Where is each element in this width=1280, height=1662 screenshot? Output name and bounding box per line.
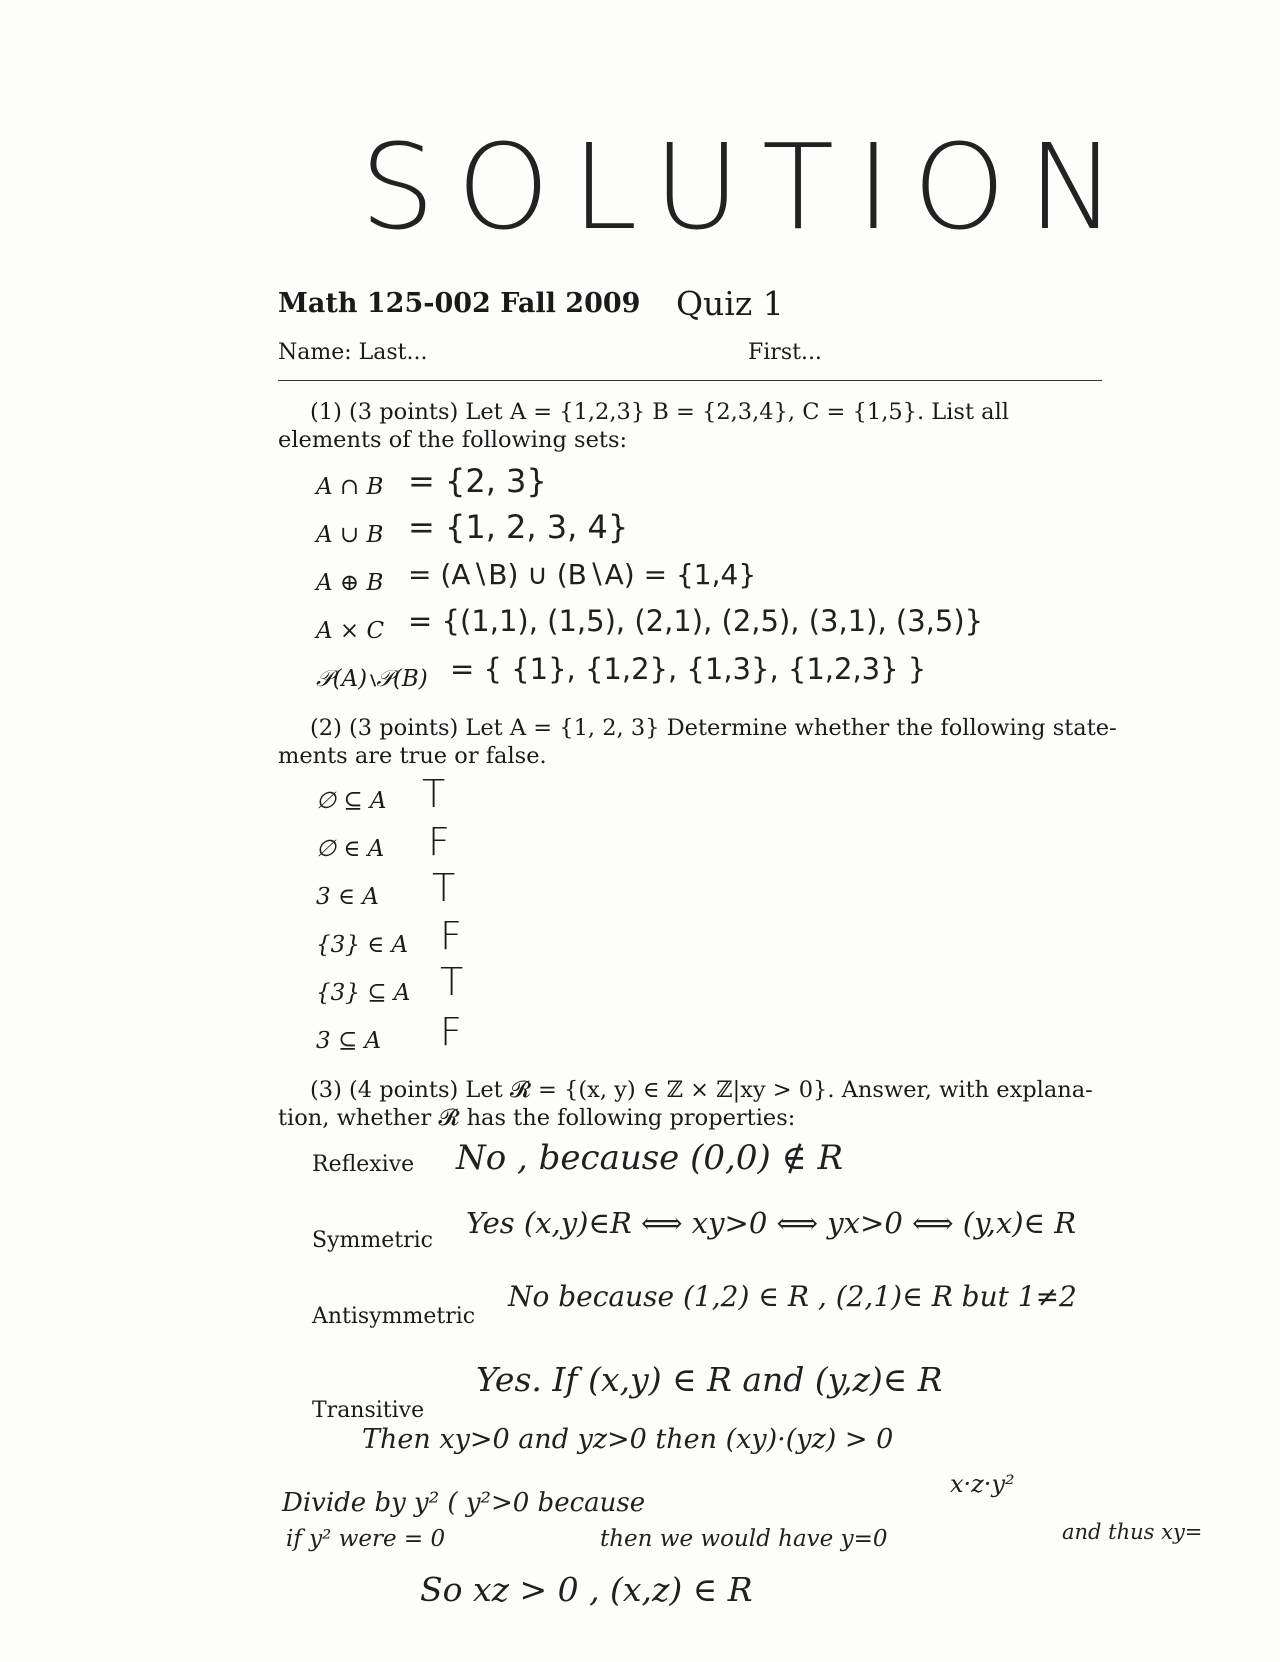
q3-symmetric-label: Symmetric bbox=[312, 1228, 433, 1253]
q1-label-powerset: 𝒫(A)∖𝒫(B) bbox=[316, 666, 428, 692]
solution-stamp: SOLUTION bbox=[360, 118, 1139, 256]
q2-prompt-line1: (2) (3 points) Let A = {1, 2, 3} Determine whether the following state- bbox=[310, 715, 1117, 741]
header-divider bbox=[278, 380, 1102, 381]
q3-transitive-line4c: and thus xy= bbox=[1062, 1520, 1203, 1544]
q2-label-1: ∅ ⊆ A bbox=[316, 788, 387, 814]
q2-answer-6: F bbox=[440, 1010, 462, 1054]
course-title: Math 125-002 Fall 2009 bbox=[278, 288, 641, 319]
q1-label-union: A ∪ B bbox=[316, 522, 384, 548]
q2-label-5: {3} ⊆ A bbox=[316, 980, 411, 1006]
q3-prompt-line2: tion, whether 𝓡 has the following properties: bbox=[278, 1105, 796, 1131]
q3-transitive-line4b: then we would have y=0 bbox=[600, 1526, 888, 1552]
q3-antisymmetric-answer: No because (1,2) ∈ R , (2,1)∈ R but 1≠2 bbox=[508, 1280, 1077, 1313]
q1-label-intersection: A ∩ B bbox=[316, 474, 384, 500]
name-first-label: First... bbox=[748, 340, 822, 365]
q3-transitive-note: x·z·y² bbox=[950, 1470, 1015, 1498]
quiz-title: Quiz 1 bbox=[676, 284, 784, 323]
q1-prompt-line2: elements of the following sets: bbox=[278, 427, 628, 453]
q3-transitive-line2: Then xy>0 and yz>0 then (xy)·(yz) > 0 bbox=[362, 1424, 894, 1455]
q3-transitive-line3: Divide by y² ( y²>0 because bbox=[282, 1488, 646, 1518]
q2-answer-5: T bbox=[440, 960, 464, 1004]
q3-transitive-label: Transitive bbox=[312, 1398, 425, 1423]
q3-reflexive-label: Reflexive bbox=[312, 1152, 415, 1177]
q2-label-2: ∅ ∈ A bbox=[316, 836, 385, 862]
name-last-label: Name: Last... bbox=[278, 340, 428, 365]
q2-label-6: 3 ⊆ A bbox=[316, 1028, 382, 1054]
q3-antisymmetric-label: Antisymmetric bbox=[312, 1304, 476, 1329]
q1-answer-symdiff: = (A∖B) ∪ (B∖A) = {1,4} bbox=[408, 558, 757, 591]
q1-label-symdiff: A ⊕ B bbox=[316, 570, 384, 596]
q2-label-3: 3 ∈ A bbox=[316, 884, 379, 910]
q3-prompt-line1: (3) (4 points) Let 𝓡 = {(x, y) ∈ ℤ × ℤ|xy > 0}. Answer, with explana- bbox=[310, 1077, 1093, 1103]
q1-answer-union: = {1, 2, 3, 4} bbox=[408, 508, 629, 546]
q1-answer-intersection: = {2, 3} bbox=[408, 462, 547, 500]
q2-answer-3: T bbox=[432, 866, 456, 910]
q1-answer-powerset: = { {1}, {1,2}, {1,3}, {1,2,3} } bbox=[450, 652, 927, 686]
q3-symmetric-answer: Yes (x,y)∈R ⟺ xy>0 ⟺ yx>0 ⟺ (y,x)∈ R bbox=[466, 1206, 1077, 1240]
q1-answer-product: = {(1,1), (1,5), (2,1), (2,5), (3,1), (3,5)} bbox=[408, 604, 984, 638]
q3-transitive-line4a: if y² were = 0 bbox=[286, 1526, 446, 1552]
q3-transitive-line1: Yes. If (x,y) ∈ R and (y,z)∈ R bbox=[476, 1360, 943, 1399]
q2-answer-1: T bbox=[422, 772, 446, 816]
q2-answer-4: F bbox=[440, 914, 462, 958]
q1-prompt-line1: (1) (3 points) Let A = {1,2,3} B = {2,3,4}, C = {1,5}. List all bbox=[310, 399, 1009, 425]
q3-transitive-line5: So xz > 0 , (x,z) ∈ R bbox=[420, 1570, 753, 1609]
q2-prompt-line2: ments are true or false. bbox=[278, 743, 547, 769]
q3-reflexive-answer: No , because (0,0) ∉ R bbox=[456, 1138, 844, 1178]
q2-label-4: {3} ∈ A bbox=[316, 932, 409, 958]
q1-label-product: A × C bbox=[316, 618, 385, 644]
q2-answer-2: F bbox=[428, 820, 450, 864]
